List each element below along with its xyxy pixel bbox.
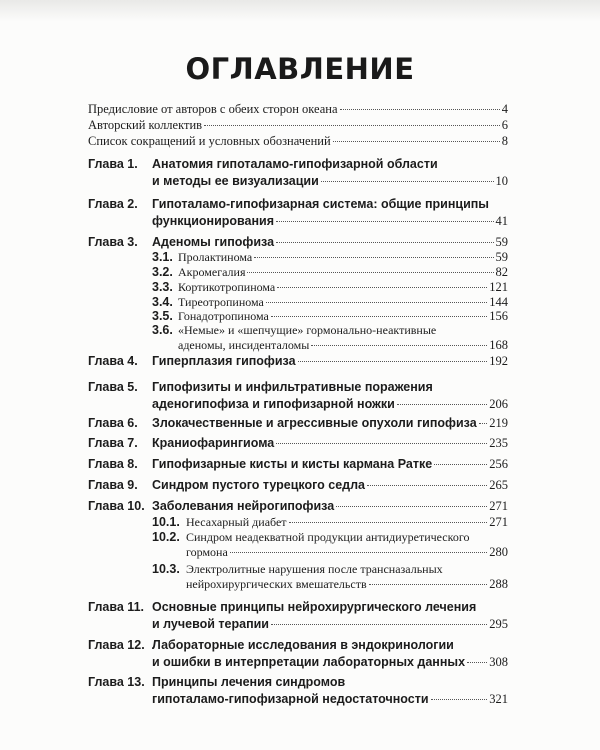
chapter-label: Глава 1.	[88, 157, 138, 171]
chapter-label: Глава 6.	[88, 416, 138, 430]
chapter-title: гипоталамо-гипофизарной недостаточности	[152, 691, 429, 706]
chapter-title: Анатомия гипоталамо-гипофизарной области	[152, 157, 438, 171]
dot-leader	[367, 485, 487, 486]
front-matter-entry	[88, 118, 508, 133]
chapter-title: Краниофарингиома	[152, 436, 275, 450]
dot-leader	[276, 242, 493, 243]
chapter-title: Гипофизарные кисты и кисты кармана Ратке	[152, 457, 433, 471]
section-label: 10.3.	[152, 562, 180, 576]
page-number: 168	[489, 338, 508, 352]
dot-leader	[467, 662, 487, 663]
chapter-title: Гипофизиты и инфильтративные поражения	[152, 380, 433, 394]
chapter-title: Заболевания нейрогипофиза	[152, 499, 335, 513]
chapter-title: функционирования	[152, 213, 275, 228]
chapter-line	[152, 214, 508, 229]
dot-leader	[271, 316, 487, 317]
chapter-title: и ошибки в интерпретации лабораторных данных	[152, 654, 466, 669]
dot-leader	[254, 257, 493, 258]
chapter-line	[152, 397, 508, 412]
page-number: 4	[501, 102, 508, 116]
page-number: 192	[489, 354, 508, 368]
section-title: Кортикотропинома	[178, 280, 276, 294]
page-number: 256	[489, 457, 508, 471]
dot-leader	[333, 141, 500, 142]
chapter-label: Глава 12.	[88, 638, 145, 652]
dot-leader	[230, 552, 487, 553]
section-line	[178, 309, 508, 324]
dot-leader	[479, 423, 488, 424]
page-number: 219	[489, 416, 508, 430]
dot-leader	[321, 181, 494, 182]
dot-leader	[277, 287, 487, 288]
section-label: 3.3.	[152, 280, 173, 294]
page-number: 206	[489, 396, 508, 411]
page-number: 41	[495, 213, 508, 228]
chapter-line	[152, 436, 508, 451]
section-title: Пролактинома	[178, 250, 253, 264]
page-number: 235	[489, 436, 508, 450]
chapter-line	[152, 174, 508, 189]
page-number: 10	[495, 173, 508, 188]
section-title: нейрохирургических вмешательств	[186, 577, 367, 591]
dot-leader	[271, 624, 487, 625]
page-number: 280	[489, 545, 508, 559]
section-line	[178, 338, 508, 353]
section-line	[186, 530, 469, 544]
section-line	[178, 295, 508, 310]
chapter-line	[152, 354, 508, 369]
page-number: 265	[489, 478, 508, 492]
page-number: 144	[489, 295, 508, 309]
page-number: 8	[501, 134, 508, 148]
chapter-line	[152, 692, 508, 707]
section-title: гормона	[186, 545, 228, 559]
dot-leader	[289, 522, 488, 523]
front-matter-entry	[88, 102, 508, 117]
section-label: 10.1.	[152, 515, 180, 529]
chapter-line	[152, 499, 508, 514]
chapter-label: Глава 3.	[88, 235, 138, 249]
chapter-title: Синдром пустого турецкого седла	[152, 478, 366, 492]
dot-leader	[247, 272, 493, 273]
chapter-title: Основные принципы нейрохирургического лечения	[152, 600, 477, 614]
section-line	[186, 577, 508, 592]
section-line	[178, 265, 508, 280]
section-title: Акромегалия	[178, 265, 246, 279]
chapter-label: Глава 13.	[88, 675, 145, 689]
section-label: 3.6.	[152, 323, 173, 337]
dot-leader	[276, 443, 487, 444]
section-title: Электролитные нарушения после трансназальных	[186, 562, 443, 576]
entry-title: Список сокращений и условных обозначений	[88, 134, 331, 148]
page-number: 271	[489, 499, 508, 513]
chapter-label: Глава 9.	[88, 478, 138, 492]
chapter-line	[152, 617, 508, 632]
chapter-line	[152, 457, 508, 472]
chapter-line	[152, 655, 508, 670]
page-number: 6	[501, 118, 508, 132]
chapter-title: Гиперплазия гипофиза	[152, 354, 296, 368]
chapter-label: Глава 5.	[88, 380, 138, 394]
dot-leader	[276, 221, 493, 222]
section-title: Синдром неадекватной продукции антидиуретического	[186, 530, 470, 544]
section-label: 3.2.	[152, 265, 173, 279]
chapter-title: Лабораторные исследования в эндокринологии	[152, 638, 454, 652]
chapter-line	[152, 478, 508, 493]
dot-leader	[336, 506, 487, 507]
chapter-title: и методы ее визуализации	[152, 173, 319, 188]
section-label: 3.1.	[152, 250, 173, 264]
chapter-line	[152, 157, 438, 171]
entry-title: Предисловие от авторов с обеих сторон океана	[88, 102, 338, 116]
chapter-line	[152, 197, 489, 211]
section-label: 3.5.	[152, 309, 173, 323]
chapter-title: Гипоталамо-гипофизарная система: общие принципы	[152, 197, 489, 211]
section-title: Несахарный диабет	[186, 515, 287, 529]
section-line	[186, 515, 508, 530]
chapter-title: Аденомы гипофиза	[152, 235, 275, 249]
chapter-line	[152, 638, 454, 652]
section-title: «Немые» и «шепчущие» гормонально-неактивные	[178, 323, 437, 337]
chapter-line	[152, 675, 345, 689]
section-title: Гонадотропинома	[178, 309, 269, 323]
section-line	[178, 323, 436, 337]
chapter-title: Принципы лечения синдромов	[152, 675, 346, 689]
section-line	[178, 250, 508, 265]
chapter-title: Злокачественные и агрессивные опухоли гипофиза	[152, 416, 477, 430]
section-line	[178, 280, 508, 295]
page-number: 59	[495, 250, 508, 264]
page-number: 156	[489, 309, 508, 323]
chapter-label: Глава 2.	[88, 197, 138, 211]
chapter-label: Глава 4.	[88, 354, 138, 368]
dot-leader	[340, 109, 500, 110]
page-number: 82	[495, 265, 508, 279]
page-number: 288	[489, 577, 508, 591]
entry-title: Авторский коллектив	[88, 118, 203, 132]
chapter-line	[152, 380, 433, 394]
chapter-label: Глава 11.	[88, 600, 144, 614]
section-label: 10.2.	[152, 530, 180, 544]
chapter-label: Глава 8.	[88, 457, 138, 471]
front-matter-entry	[88, 134, 508, 149]
dot-leader	[369, 584, 488, 585]
dot-leader	[266, 302, 487, 303]
section-label: 3.4.	[152, 295, 173, 309]
dot-leader	[311, 345, 487, 346]
page-number: 271	[489, 515, 508, 529]
chapter-label: Глава 7.	[88, 436, 138, 450]
dot-leader	[431, 699, 488, 700]
dot-leader	[204, 125, 500, 126]
page-number: 121	[489, 280, 508, 294]
chapter-line	[152, 600, 476, 614]
dot-leader	[434, 464, 487, 465]
section-line	[186, 562, 443, 576]
section-title: Тиреотропинома	[178, 295, 264, 309]
page-top-edge	[0, 0, 600, 22]
page-number: 321	[489, 691, 508, 706]
chapter-line	[152, 416, 508, 431]
chapter-label: Глава 10.	[88, 499, 145, 513]
section-title: аденомы, инсиденталомы	[178, 338, 310, 352]
chapter-title: и лучевой терапии	[152, 616, 269, 631]
page-title: ОГЛАВЛЕНИЕ	[185, 52, 415, 86]
page-number: 295	[489, 616, 508, 631]
chapter-title: аденогипофиза и гипофизарной ножки	[152, 396, 395, 411]
dot-leader	[397, 404, 487, 405]
page-number: 308	[489, 654, 508, 669]
dot-leader	[298, 361, 488, 362]
chapter-line	[152, 235, 508, 250]
section-line	[186, 545, 508, 560]
page-number: 59	[495, 235, 508, 249]
